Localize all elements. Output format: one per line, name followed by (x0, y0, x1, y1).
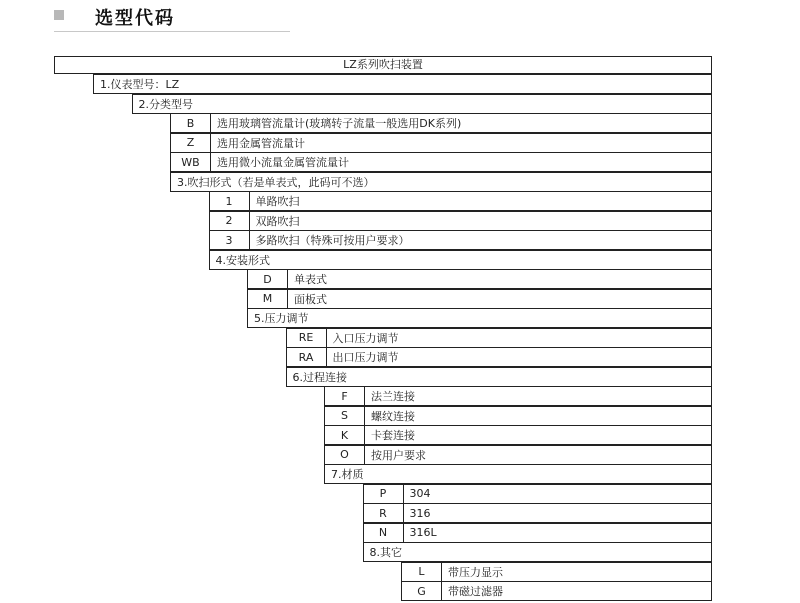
section-header (363, 542, 713, 562)
option-code: G (402, 582, 442, 600)
option-code: 2 (210, 212, 250, 230)
option-code: Z (171, 134, 211, 152)
option-code: F (325, 387, 365, 405)
option-code: 1 (210, 192, 250, 210)
section-header (247, 308, 712, 328)
section-label: 8.其它 (369, 546, 402, 559)
section-label: 7.材质 (331, 468, 364, 481)
option-row (363, 484, 713, 504)
option-code: RE (287, 329, 327, 347)
section-label: 1.仪表型号：LZ (100, 78, 180, 91)
option-code: O (325, 446, 365, 464)
option-row (324, 445, 712, 465)
option-code: N (364, 524, 404, 542)
option-description: 单路吹扫 (255, 195, 300, 208)
section-header (286, 367, 713, 387)
page-title: 选型代码 (95, 8, 175, 29)
option-description: 带压力显示 (448, 565, 503, 579)
title-divider (54, 31, 290, 32)
section-header (209, 250, 713, 270)
section-label: 2.分类型号 (138, 97, 193, 111)
option-code: B (171, 114, 211, 132)
title-marker (54, 10, 64, 20)
option-row (170, 133, 712, 153)
section-label: 4.安装形式 (215, 253, 270, 267)
option-description: 法兰连接 (371, 390, 415, 403)
section-header (132, 94, 713, 114)
option-row (324, 386, 712, 406)
option-description: 卡套连接 (371, 429, 415, 442)
option-code: M (248, 290, 288, 308)
option-row (363, 523, 713, 543)
section-label: 6.过程连接 (292, 370, 347, 384)
option-description: 选用玻璃管流量计(玻璃转子流量一般选用DK系列) (217, 117, 462, 130)
section-header (93, 74, 712, 94)
option-description: 单表式 (294, 273, 327, 286)
option-description: 选用微小流量金属管流量计 (217, 156, 349, 169)
option-code: 3 (210, 231, 250, 249)
section-header (324, 464, 712, 484)
option-description: 螺纹连接 (371, 409, 415, 423)
option-row (170, 113, 712, 133)
option-description: 316 (409, 506, 431, 520)
option-code: R (364, 504, 404, 522)
section-label: 3.吹扫形式（若是单表式，此码可不选） (177, 175, 375, 189)
option-row (401, 562, 712, 582)
option-row (324, 406, 712, 426)
option-description: 带磁过滤器 (448, 585, 503, 598)
option-description: 面板式 (294, 292, 327, 306)
option-code: L (402, 563, 442, 581)
option-description: 双路吹扫 (255, 214, 300, 228)
option-row (401, 581, 712, 601)
option-row (170, 152, 712, 172)
option-row (286, 328, 713, 348)
option-row (209, 230, 713, 250)
option-description: 多路吹扫（特殊可按用户要求） (255, 234, 410, 247)
section-label: 5.压力调节 (254, 312, 309, 325)
option-description: 按用户要求 (371, 448, 426, 462)
option-row (209, 211, 713, 231)
option-code: WB (171, 153, 211, 171)
option-code: S (325, 407, 365, 425)
option-description: 316L (409, 526, 437, 539)
option-code: RA (287, 348, 327, 366)
option-description: 304 (409, 487, 431, 500)
option-row (363, 503, 713, 523)
table-title: LZ系列吹扫装置 (54, 56, 712, 74)
option-description: 出口压力调节 (332, 351, 399, 364)
option-code: P (364, 485, 404, 503)
option-description: 入口压力调节 (332, 331, 399, 345)
option-row (247, 289, 712, 309)
option-code: K (325, 426, 365, 444)
option-row (324, 425, 712, 445)
option-code: D (248, 270, 288, 288)
option-row (247, 269, 712, 289)
option-row (286, 347, 713, 367)
section-header (170, 172, 712, 192)
option-row (209, 191, 713, 211)
option-description: 选用金属管流量计 (217, 136, 305, 150)
